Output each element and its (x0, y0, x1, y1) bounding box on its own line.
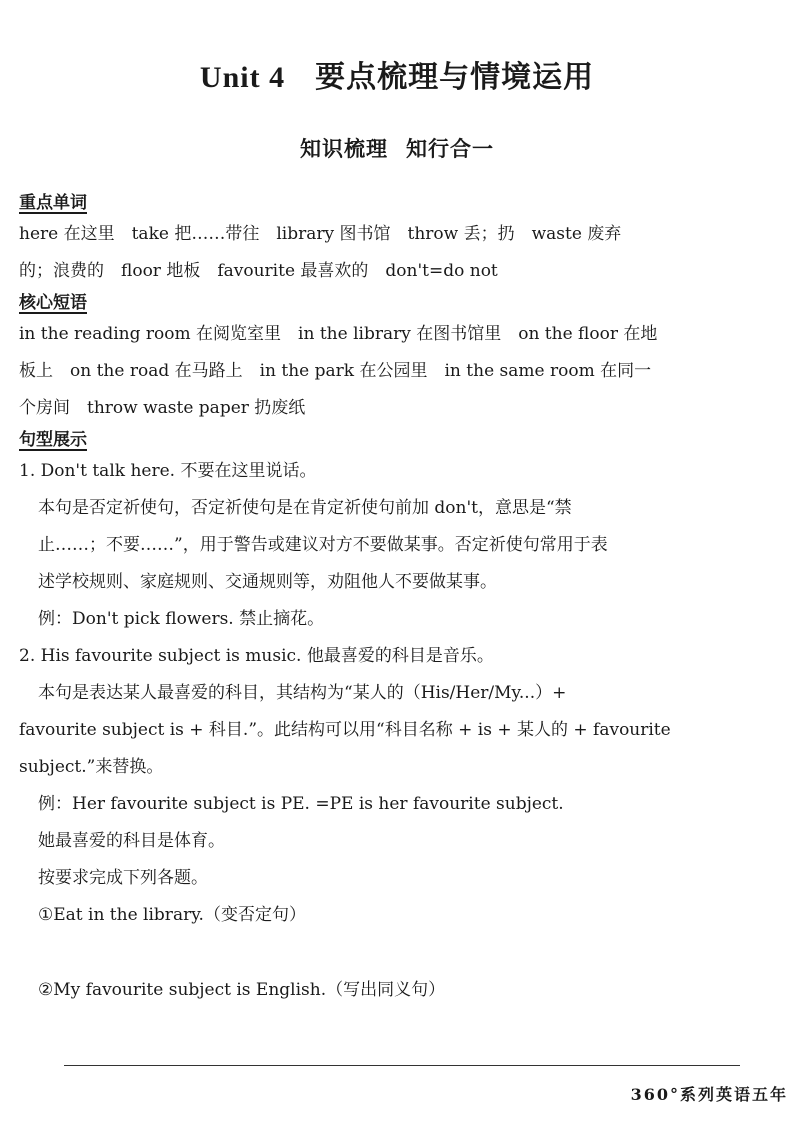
task-2: ②My favourite subject is English.（写出同义句） (38, 980, 446, 1000)
key-words-section (19, 190, 741, 290)
sentence-item-1-title: 1. Don't talk here. 不要在这里说话。 (19, 461, 317, 481)
sentence-item-2-explain-3: subject.”来替换。 (19, 757, 164, 777)
unit-label: Unit 4 (199, 61, 286, 94)
sentence-item-2-explain-1: 本句是表达某人最喜爱的科目，其结构为“某人的（His/Her/My...）+ (38, 683, 567, 703)
sentence-patterns-section (19, 427, 741, 1009)
section-heading-words: 重点单词 (19, 193, 87, 213)
task-intro: 按要求完成下列各题。 (38, 868, 208, 888)
footer-divider (64, 1065, 740, 1066)
phrases-line-2: 板上 on the road 在马路上 in the park 在公园里 in the same room 在同一 (19, 361, 652, 381)
words-line-2: 的；浪费的 floor 地板 favourite 最喜欢的 don't=do not (19, 261, 498, 281)
subtitle-right: 知行合一 (406, 136, 494, 161)
task-1-answer-space[interactable] (19, 934, 741, 972)
footer-series-label: 360°系列英语五年 (630, 1085, 788, 1104)
page-subtitle (0, 133, 794, 163)
key-phrases-section (19, 290, 741, 427)
sentence-item-2-example-cn: 她最喜爱的科目是体育。 (38, 831, 225, 851)
phrases-line-1: in the reading room 在阅览室里 in the library 在图书馆里 on the floor 在地 (19, 324, 658, 344)
page-title (0, 52, 794, 96)
sentence-item-2-title: 2. His favourite subject is music. 他最喜爱的科目是音乐。 (19, 646, 494, 666)
content (19, 190, 741, 1009)
words-line-1: here 在这里 take 把……带往 library 图书馆 throw 丢；扔 waste 废弃 (19, 224, 622, 244)
sentence-item-2-explain-2: favourite subject is + 科目.”。此结构可以用“科目名称 + is + 某人的 + favourite (19, 720, 671, 740)
sentence-item-1-example: 例：Don't pick flowers. 禁止摘花。 (38, 609, 325, 629)
sentence-item-2-example: 例：Her favourite subject is PE. =PE is her favourite subject. (38, 794, 564, 814)
sentence-item-1-explain-1: 本句是否定祈使句，否定祈使句是在肯定祈使句前加 don't，意思是“禁 (38, 498, 572, 518)
phrases-line-3: 个房间 throw waste paper 扔废纸 (19, 398, 306, 418)
topic-label: 要点梳理与情境运用 (315, 60, 595, 95)
task-1: ①Eat in the library.（变否定句） (38, 905, 306, 925)
sentence-item-1-explain-3: 述学校规则、家庭规则、交通规则等，劝阻他人不要做某事。 (38, 572, 497, 592)
subtitle-left: 知识梳理 (300, 136, 388, 161)
section-heading-sentences: 句型展示 (19, 430, 87, 450)
sentence-item-1-explain-2: 止……；不要……”，用于警告或建议对方不要做某事。否定祈使句常用于表 (38, 535, 608, 555)
section-heading-phrases: 核心短语 (19, 293, 87, 313)
